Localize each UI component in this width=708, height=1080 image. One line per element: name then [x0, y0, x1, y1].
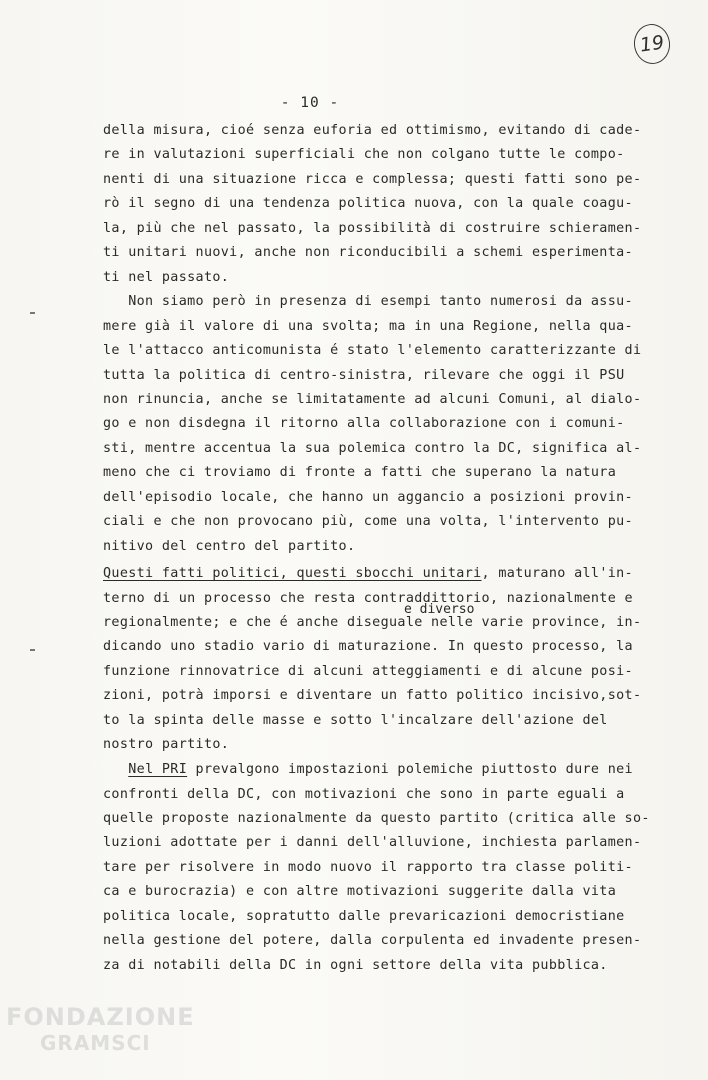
text-line: meno che ci troviamo di fronte a fatti che superano la natura	[103, 465, 617, 481]
page-number: - 10 -	[280, 95, 340, 111]
text-line: ca e burocrazia) e con altre motivazioni suggerite dalla vita	[103, 884, 617, 900]
text-line: ti unitari nuovi, anche non riconducibili a schemi esperimenta-	[103, 245, 633, 261]
text-line: za di notabili della DC in ogni settore della vita pubblica.	[103, 957, 608, 973]
handwritten-insertion: e diverso	[404, 602, 475, 617]
paragraph-4-first-line: Nel PRI prevalgono impostazioni polemiche piuttosto dure nei	[128, 762, 633, 777]
text-line: nenti di una situazione ricca e complessa; questi fatti sono pe-	[103, 171, 642, 187]
text-line: zioni, potrà imporsi e diventare un fatto politico incisivo,sot-	[103, 688, 642, 704]
text-line: ciali e che non provocano più, come una volta, l'intervento pu-	[103, 514, 633, 530]
text-line: le l'attacco anticomunista é stato l'elemento caratterizzante di	[103, 343, 642, 359]
archive-page-stamp: 19	[631, 22, 672, 67]
text-line: re in valutazioni superficiali che non colgano tutte le compo-	[103, 147, 625, 163]
text-line: non rinuncia, anche se limitatamente ad alcuni Comuni, al dialo-	[103, 391, 642, 407]
underlined-phrase: Nel PRI	[128, 762, 188, 777]
text-line: tare per risolvere in modo nuovo il rapporto tra classe politi-	[103, 859, 633, 875]
margin-mark	[30, 312, 35, 314]
text-line: quelle proposte nazionalmente da questo partito (critica alle so-	[103, 810, 650, 826]
text-line: dell'episodio locale, che hanno un aggancio a posizioni provin-	[103, 489, 633, 505]
text-line: tutta la politica di centro-sinistra, rilevare che oggi il PSU	[103, 367, 625, 383]
text-line: Non siamo però in presenza di esempi tanto numerosi da assu-	[103, 294, 633, 310]
text-line: dicando uno stadio vario di maturazione. In questo processo, la	[103, 639, 633, 655]
text-line: la, più che nel passato, la possibilità di costruire schieramen-	[103, 220, 642, 236]
text-line: luzioni adottate per i danni dell'alluvione, inchiesta parlamen-	[103, 835, 642, 851]
text-line: nitivo del centro del partito.	[103, 538, 356, 554]
text-line: politica locale, sopratutto dalle prevaricazioni democristiane	[103, 908, 625, 924]
text-line: della misura, cioé senza euforia ed ottimismo, evitando di cade-	[103, 123, 642, 138]
text-line: to la spinta delle masse e sotto l'incalzare dell'azione del	[103, 712, 608, 728]
underlined-phrase: Questi fatti politici, questi sbocchi unitari	[103, 566, 482, 581]
text-line: terno di un processo che resta contraddittorio, nazionalmente e	[103, 590, 633, 606]
text-line: mere già il valore di una svolta; ma in una Regione, nella qua-	[103, 318, 633, 334]
text-line: nostro partito.	[103, 737, 230, 753]
text-line: confronti della DC, con motivazioni che sono in parte eguali a	[103, 786, 625, 802]
text-line: nella gestione del potere, dalla corpulenta ed invadente presen-	[103, 933, 642, 949]
watermark-logo: FONDAZIONE GRAMSCI	[6, 1003, 195, 1055]
text-line: go e non disdegna il ritorno alla collaborazione con i comuni-	[103, 416, 625, 432]
margin-mark	[30, 649, 35, 651]
text-line: funzione rinnovatrice di alcuni atteggiamenti e di alcune posi-	[103, 663, 633, 679]
text-line: rò il segno di una tendenza politica nuova, con la quale coagu-	[103, 196, 633, 212]
text-line: sti, mentre accentua la sua polemica contro la DC, significa al-	[103, 440, 642, 456]
text-line: regionalmente; e che é anche diseguale nelle varie province, in-	[103, 614, 642, 630]
paragraph-3-first-line: Questi fatti politici, questi sbocchi unitari, maturano all'in-	[103, 566, 633, 581]
text-line: ti nel passato.	[103, 269, 230, 285]
